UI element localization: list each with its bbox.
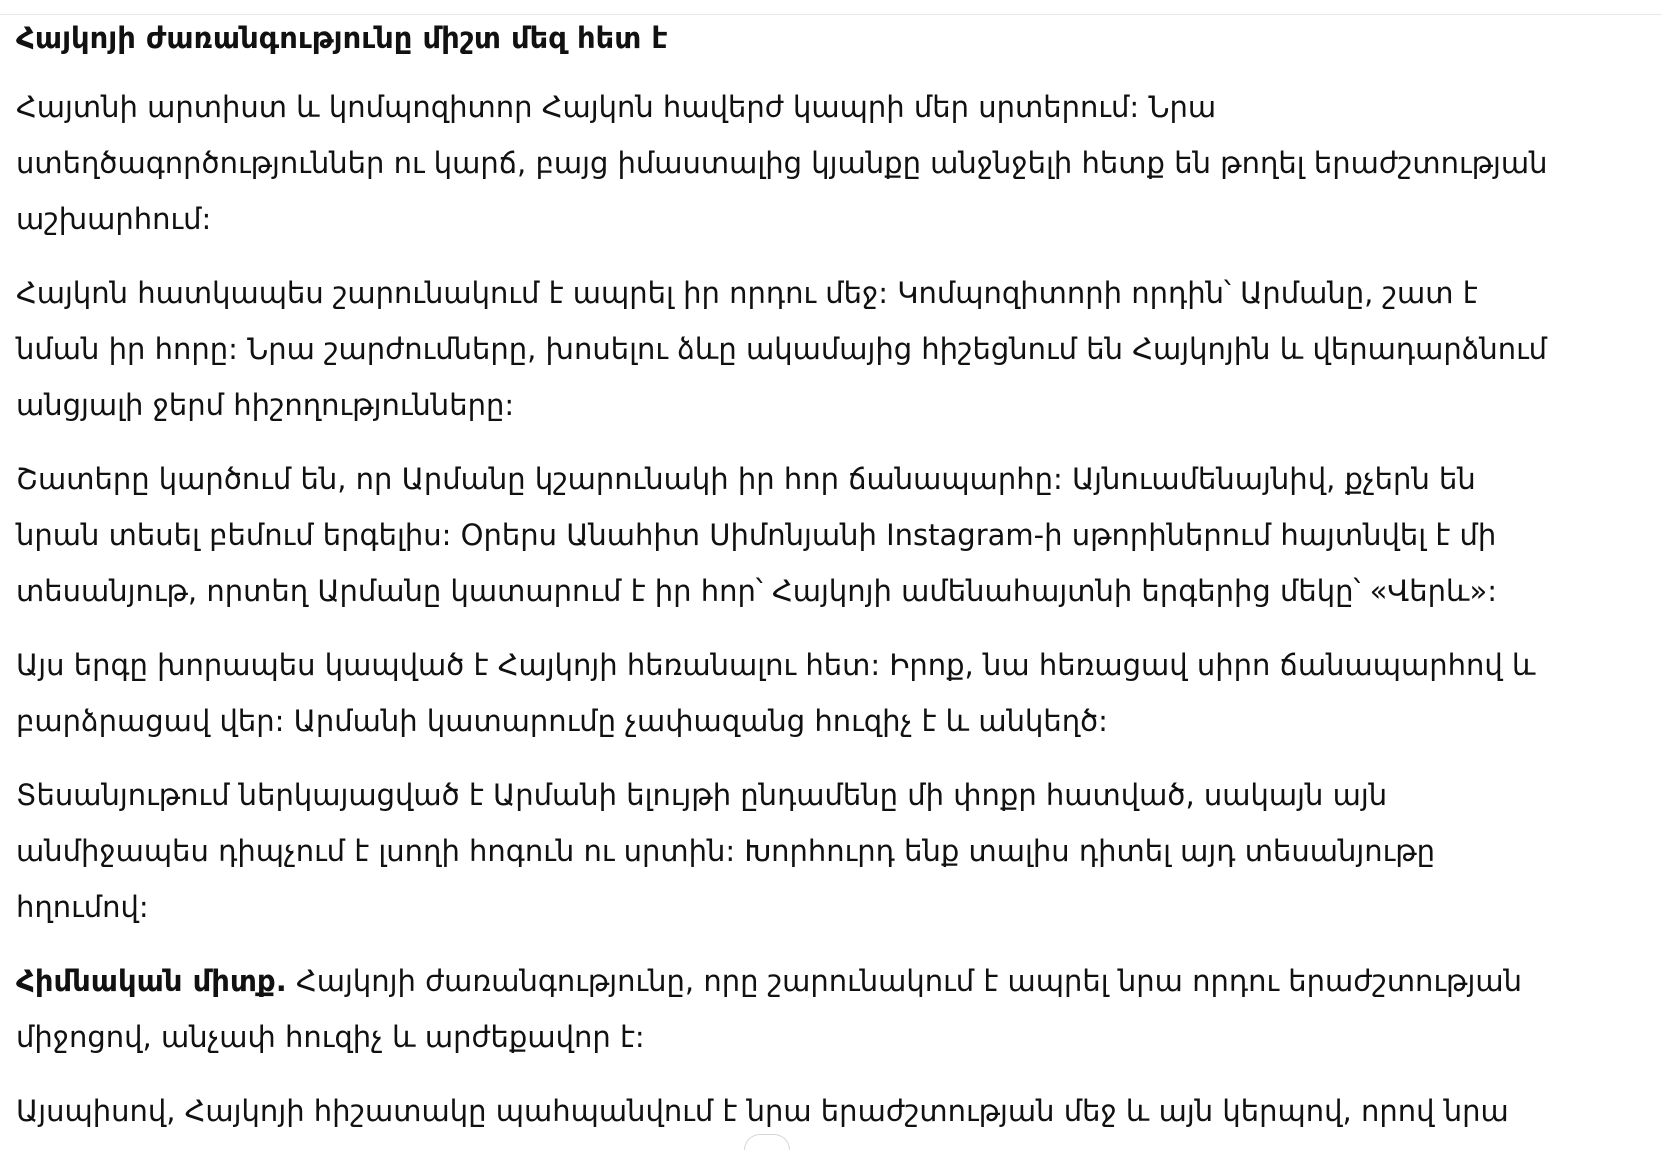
key-point-text: Հայկոյի ժառանգությունը, որը շարունակում է ապրել նրա որդու երաժշտության միջոցով, անչափ հուզիչ և արժեքավոր է:	[16, 964, 1522, 1054]
article-title: Հայկոյի ժառանգությունը միշտ մեզ հետ է	[16, 15, 1556, 61]
article-paragraph: Հայտնի արտիստ և կոմպոզիտոր Հայկոն հավերժ կապրի մեր սրտերում: Նրա ստեղծագործություններ ու կարճ, բայց իմաստալից կյանքը անջնջելի հետք են թողել երաժշտության աշխարհում:	[16, 79, 1556, 247]
scroll-indicator[interactable]	[744, 1134, 790, 1150]
article-body	[16, 15, 1556, 1139]
article-paragraph: Այս երգը խորապես կապված է Հայկոյի հեռանալու հետ: Իրոք, նա հեռացավ սիրո ճանապարհով և բարձրացավ վեր: Արմանի կատարումը չափազանց հուզիչ է և անկեղծ:	[16, 637, 1556, 749]
key-point-paragraph	[16, 953, 1556, 1065]
key-point-label: Հիմնական միտք.	[16, 964, 287, 998]
article-paragraph: Հայկոն հատկապես շարունակում է ապրել իր որդու մեջ: Կոմպոզիտորի որդին՝ Արմանը, շատ է նման իր հորը: Նրա շարժումները, խոսելու ձևը ակամայից հիշեցնում են Հայկոյին և վերադարձնում անցյալի ջերմ հիշողությունները:	[16, 265, 1556, 433]
top-divider	[0, 0, 1662, 15]
article-paragraph: Շատերը կարծում են, որ Արմանը կշարունակի իր հոր ճանապարհը: Այնուամենայնիվ, քչերն են նրան տեսել բեմում երգելիս: Օրերս Անահիտ Սիմոնյանի Instagram-ի սթորիներում հայտնվել է մի տեսանյութ, որտեղ Արմանը կատարում է իր հոր՝ Հայկոյի ամենահայտնի երգերից մեկը՝ «Վերև»:	[16, 451, 1556, 619]
closing-paragraph: Այսպիսով, Հայկոյի հիշատակը պահպանվում է նրա երաժշտության մեջ և այն կերպով, որով նրա	[16, 1083, 1556, 1139]
article-paragraph: Տեսանյութում ներկայացված է Արմանի ելույթի ընդամենը մի փոքր հատված, սակայն այն անմիջապես դիպչում է լսողի հոգուն ու սրտին: Խորհուրդ ենք տալիս դիտել այդ տեսանյութը հղումով:	[16, 767, 1556, 935]
